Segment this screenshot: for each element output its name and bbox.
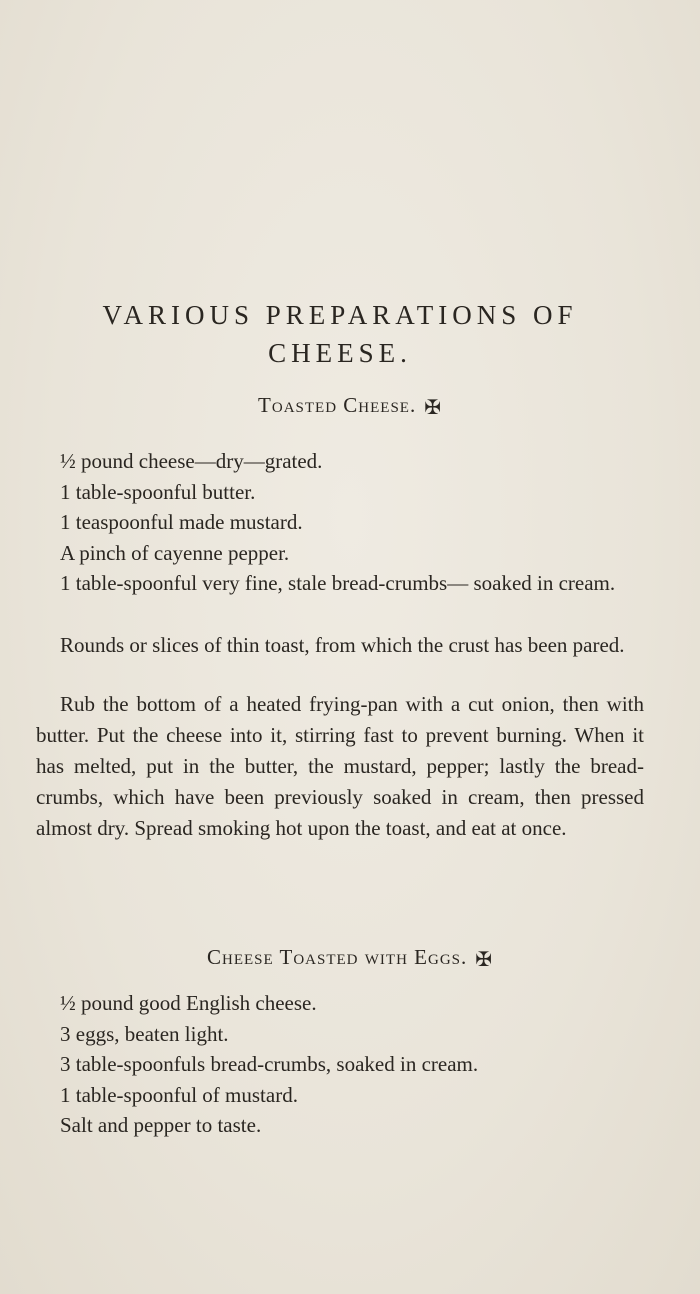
ingredient-item: Salt and pepper to taste. <box>60 1113 262 1137</box>
ingredient-item: 1 table-spoonful butter. <box>60 479 256 504</box>
recipe-heading-toasted-cheese <box>0 393 700 420</box>
ingredient-item: 3 eggs, beaten light. <box>60 1021 229 1046</box>
recipe-instructions: Rub the bottom of a heated frying-pan with a cut onion, then with butter. Put the cheese into it, stirring fast to prevent burning. When it has melted, put in the butter, the mustard, pepper; lastly the bread-crumbs, which have been previously soaked in cream, then pressed almost dry. Spread smoking hot upon the toast, and eat at once. <box>36 692 644 840</box>
ingredient-item: 1 teaspoonful made mustard. <box>60 510 303 534</box>
ingredient-item: 1 table-spoonful very fine, stale bread-crumbs— soaked in cream. <box>60 571 616 595</box>
recipe-heading-cheese-toasted-with-eggs <box>0 945 700 972</box>
ingredient-item: ½ pound good English cheese. <box>60 991 317 1015</box>
maltese-cross-icon: ✠ <box>424 396 442 419</box>
recipe-heading-text: Toasted Cheese. <box>258 393 417 417</box>
ingredient-item: 1 table-spoonful of mustard. <box>60 1082 298 1107</box>
maltese-cross-icon: ✠ <box>475 948 494 971</box>
ingredient-list-cheese-with-eggs <box>36 988 646 1141</box>
ingredient-item: A pinch of cayenne pepper. <box>60 540 290 565</box>
recipe-note-toast: Rounds or slices of thin toast, from which the crust has been pared. <box>60 633 625 657</box>
ingredient-item: 3 table-spoonfuls bread-crumbs, soaked in cream. <box>60 1052 479 1076</box>
ingredient-item: ½ pound cheese—dry—grated. <box>60 449 323 473</box>
page-title: VARIOUS PREPARATIONS OF CHEESE. <box>102 300 578 368</box>
recipe-heading-text: Cheese Toasted with Eggs. <box>206 945 468 969</box>
ingredient-list-toasted-cheese <box>36 446 646 599</box>
